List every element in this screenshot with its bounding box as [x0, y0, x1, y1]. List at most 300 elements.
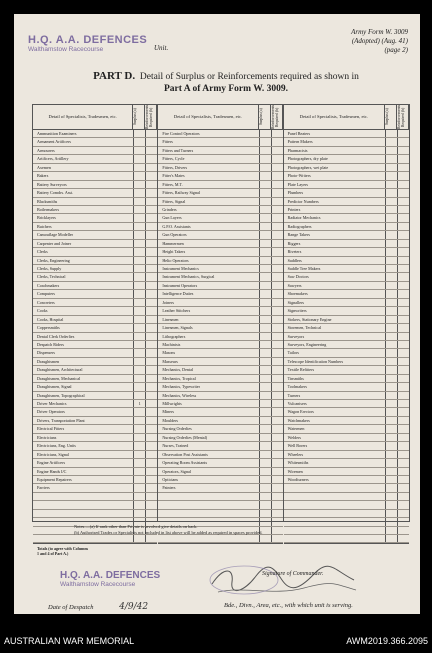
surplus-cell[interactable]	[260, 459, 271, 466]
reinforcements-cell[interactable]	[271, 138, 283, 145]
surplus-cell[interactable]	[386, 425, 397, 432]
surplus-cell[interactable]	[386, 501, 397, 508]
surplus-cell[interactable]	[260, 417, 271, 424]
reinforcements-cell[interactable]	[145, 147, 157, 154]
surplus-cell[interactable]	[134, 189, 145, 196]
surplus-cell[interactable]	[386, 240, 397, 247]
reinforcements-cell[interactable]	[397, 240, 409, 247]
surplus-cell[interactable]	[386, 257, 397, 264]
reinforcements-cell[interactable]	[271, 468, 283, 475]
reinforcements-cell[interactable]	[145, 510, 157, 517]
surplus-cell[interactable]	[260, 273, 271, 280]
reinforcements-cell[interactable]	[271, 493, 283, 500]
surplus-cell[interactable]	[134, 290, 145, 297]
surplus-cell[interactable]	[386, 484, 397, 491]
surplus-cell[interactable]	[386, 181, 397, 188]
surplus-cell[interactable]	[386, 535, 397, 542]
reinforcements-cell[interactable]	[397, 392, 409, 399]
surplus-cell[interactable]	[260, 434, 271, 441]
reinforcements-cell[interactable]	[145, 155, 157, 162]
surplus-cell[interactable]	[260, 223, 271, 230]
surplus-cell[interactable]	[134, 425, 145, 432]
surplus-cell[interactable]	[134, 468, 145, 475]
surplus-cell[interactable]	[134, 535, 145, 542]
surplus-cell[interactable]	[260, 493, 271, 500]
reinforcements-cell[interactable]	[397, 383, 409, 390]
surplus-cell[interactable]	[386, 307, 397, 314]
surplus-cell[interactable]	[260, 130, 271, 137]
surplus-cell[interactable]	[260, 240, 271, 247]
reinforcements-cell[interactable]	[397, 459, 409, 466]
surplus-cell[interactable]	[260, 147, 271, 154]
reinforcements-cell[interactable]	[397, 164, 409, 171]
reinforcements-cell[interactable]	[397, 451, 409, 458]
reinforcements-cell[interactable]	[397, 138, 409, 145]
surplus-cell[interactable]	[260, 214, 271, 221]
surplus-cell[interactable]	[260, 358, 271, 365]
reinforcements-cell[interactable]	[397, 468, 409, 475]
reinforcements-cell[interactable]	[145, 358, 157, 365]
surplus-cell[interactable]	[260, 181, 271, 188]
stamp-line1: H.Q. A.A. DEFENCES	[28, 34, 148, 46]
reinforcements-cell[interactable]	[397, 442, 409, 449]
reinforcements-cell[interactable]	[271, 451, 283, 458]
reinforcements-cell[interactable]	[145, 408, 157, 415]
surplus-cell[interactable]	[260, 138, 271, 145]
blank-cell	[284, 518, 386, 525]
blank-row	[158, 510, 282, 518]
reinforcements-cell[interactable]	[271, 535, 283, 542]
reinforcements-cell[interactable]	[397, 375, 409, 382]
surplus-cell[interactable]	[134, 434, 145, 441]
trade-name: Engine Hands I/C	[33, 468, 134, 475]
reinforcements-cell[interactable]	[397, 172, 409, 179]
surplus-cell[interactable]	[134, 451, 145, 458]
surplus-cell[interactable]	[260, 324, 271, 331]
reinforcements-cell[interactable]	[271, 172, 283, 179]
reinforcements-cell[interactable]	[145, 206, 157, 213]
reinforcements-cell[interactable]	[397, 408, 409, 415]
surplus-cell[interactable]	[260, 535, 271, 542]
reinforcements-cell[interactable]	[145, 400, 157, 407]
surplus-cell[interactable]	[386, 316, 397, 323]
reinforcements-cell[interactable]	[145, 214, 157, 221]
reinforcements-cell[interactable]	[397, 366, 409, 373]
reinforcements-cell[interactable]	[397, 518, 409, 525]
surplus-cell[interactable]	[134, 248, 145, 255]
reinforcements-cell[interactable]	[271, 282, 283, 289]
reinforcements-cell[interactable]	[397, 493, 409, 500]
reinforcements-cell[interactable]	[397, 501, 409, 508]
surplus-cell[interactable]	[134, 408, 145, 415]
reinforcements-cell[interactable]	[271, 273, 283, 280]
surplus-cell[interactable]	[386, 349, 397, 356]
surplus-cell[interactable]	[134, 366, 145, 373]
surplus-cell[interactable]	[386, 282, 397, 289]
surplus-cell[interactable]	[134, 164, 145, 171]
reinforcements-cell[interactable]	[397, 147, 409, 154]
reinforcements-cell[interactable]	[145, 223, 157, 230]
surplus-cell[interactable]	[260, 189, 271, 196]
reinforcements-cell[interactable]	[145, 181, 157, 188]
reinforcements-cell[interactable]	[145, 164, 157, 171]
table-row	[158, 484, 282, 492]
reinforcements-cell[interactable]	[145, 366, 157, 373]
reinforcements-cell[interactable]	[271, 484, 283, 491]
reinforcements-cell[interactable]	[145, 333, 157, 340]
surplus-cell[interactable]	[386, 248, 397, 255]
reinforcements-cell[interactable]	[271, 231, 283, 238]
surplus-cell[interactable]	[260, 257, 271, 264]
surplus-cell[interactable]	[260, 231, 271, 238]
reinforcements-cell[interactable]	[145, 299, 157, 306]
reinforcements-cell[interactable]	[397, 282, 409, 289]
surplus-cell[interactable]	[386, 392, 397, 399]
reinforcements-cell[interactable]	[271, 198, 283, 205]
surplus-cell[interactable]	[260, 510, 271, 517]
surplus-cell[interactable]	[134, 138, 145, 145]
surplus-cell[interactable]	[386, 434, 397, 441]
surplus-cell[interactable]	[134, 484, 145, 491]
surplus-cell[interactable]	[386, 358, 397, 365]
surplus-cell[interactable]	[386, 451, 397, 458]
surplus-cell[interactable]	[386, 324, 397, 331]
surplus-cell[interactable]	[386, 518, 397, 525]
surplus-cell[interactable]	[386, 214, 397, 221]
surplus-cell[interactable]	[134, 147, 145, 154]
reinforcements-cell[interactable]	[271, 189, 283, 196]
reinforcements-cell[interactable]	[271, 155, 283, 162]
reinforcements-cell[interactable]	[271, 425, 283, 432]
reinforcements-cell[interactable]	[271, 324, 283, 331]
reinforcements-cell[interactable]	[397, 189, 409, 196]
reinforcements-cell[interactable]	[397, 349, 409, 356]
reinforcements-cell[interactable]	[145, 265, 157, 272]
surplus-cell[interactable]	[386, 147, 397, 154]
reinforcements-cell[interactable]	[397, 307, 409, 314]
reinforcements-cell[interactable]	[271, 358, 283, 365]
surplus-cell[interactable]	[260, 172, 271, 179]
reinforcements-cell[interactable]	[145, 434, 157, 441]
surplus-cell[interactable]	[260, 164, 271, 171]
surplus-cell[interactable]	[260, 265, 271, 272]
surplus-cell[interactable]	[260, 375, 271, 382]
reinforcements-cell[interactable]	[145, 493, 157, 500]
surplus-cell[interactable]	[386, 155, 397, 162]
surplus-cell[interactable]	[260, 408, 271, 415]
reinforcements-cell[interactable]	[271, 383, 283, 390]
surplus-cell[interactable]	[134, 510, 145, 517]
reinforcements-cell[interactable]	[271, 375, 283, 382]
surplus-cell[interactable]	[134, 282, 145, 289]
reinforcements-cell[interactable]	[271, 459, 283, 466]
surplus-cell[interactable]	[134, 383, 145, 390]
surplus-cell[interactable]	[260, 484, 271, 491]
surplus-cell[interactable]	[386, 383, 397, 390]
surplus-cell[interactable]	[386, 400, 397, 407]
surplus-cell[interactable]	[134, 324, 145, 331]
surplus-cell[interactable]	[260, 155, 271, 162]
reinforcements-cell[interactable]	[397, 273, 409, 280]
surplus-cell[interactable]	[134, 375, 145, 382]
reinforcements-cell[interactable]	[271, 341, 283, 348]
reinforcements-cell[interactable]	[397, 341, 409, 348]
surplus-cell[interactable]	[134, 299, 145, 306]
reinforcements-cell[interactable]	[145, 248, 157, 255]
surplus-cell[interactable]	[134, 172, 145, 179]
surplus-cell[interactable]	[134, 307, 145, 314]
surplus-cell[interactable]	[134, 155, 145, 162]
reinforcements-cell[interactable]	[145, 501, 157, 508]
surplus-cell[interactable]	[386, 198, 397, 205]
surplus-cell[interactable]	[134, 240, 145, 247]
reinforcements-cell[interactable]	[397, 181, 409, 188]
reinforcements-cell[interactable]	[271, 501, 283, 508]
surplus-cell[interactable]	[386, 366, 397, 373]
table-row	[158, 181, 282, 189]
reinforcements-cell[interactable]	[397, 206, 409, 213]
reinforcements-cell[interactable]	[145, 375, 157, 382]
reinforcements-cell[interactable]	[145, 172, 157, 179]
reinforcements-cell[interactable]	[145, 316, 157, 323]
part-d-subtitle: Part A of Army Form W. 3009.	[163, 84, 288, 94]
reinforcements-cell[interactable]	[145, 442, 157, 449]
surplus-cell[interactable]	[386, 265, 397, 272]
reinforcements-cell[interactable]	[397, 510, 409, 517]
reinforcements-cell[interactable]	[397, 223, 409, 230]
surplus-cell[interactable]	[134, 333, 145, 340]
reinforcements-cell[interactable]	[145, 349, 157, 356]
reinforcements-cell[interactable]	[145, 425, 157, 432]
reinforcements-cell[interactable]	[397, 198, 409, 205]
surplus-cell[interactable]	[260, 333, 271, 340]
reinforcements-cell[interactable]	[271, 417, 283, 424]
surplus-cell[interactable]	[386, 172, 397, 179]
surplus-cell[interactable]	[260, 299, 271, 306]
reinforcements-cell[interactable]	[397, 290, 409, 297]
reinforcements-cell[interactable]	[271, 527, 283, 534]
reinforcements-cell[interactable]	[271, 248, 283, 255]
surplus-cell[interactable]	[134, 358, 145, 365]
surplus-cell[interactable]	[260, 425, 271, 432]
reinforcements-cell[interactable]	[145, 324, 157, 331]
reinforcements-cell[interactable]	[397, 257, 409, 264]
reinforcements-cell[interactable]	[145, 476, 157, 483]
reinforcements-cell[interactable]	[271, 400, 283, 407]
reinforcements-cell[interactable]	[271, 265, 283, 272]
trade-name: Saddlers	[284, 257, 386, 264]
table-row	[33, 400, 157, 408]
reinforcements-cell[interactable]	[145, 451, 157, 458]
surplus-cell[interactable]	[260, 392, 271, 399]
reinforcements-cell[interactable]	[397, 425, 409, 432]
surplus-cell[interactable]	[134, 417, 145, 424]
reinforcements-cell[interactable]	[397, 155, 409, 162]
surplus-cell[interactable]	[260, 501, 271, 508]
reinforcements-cell[interactable]	[397, 265, 409, 272]
surplus-cell[interactable]	[386, 223, 397, 230]
reinforcements-cell[interactable]	[271, 130, 283, 137]
reinforcements-cell[interactable]	[271, 349, 283, 356]
surplus-cell[interactable]	[386, 164, 397, 171]
reinforcements-cell[interactable]	[397, 324, 409, 331]
surplus-cell[interactable]	[134, 493, 145, 500]
surplus-cell[interactable]	[134, 257, 145, 264]
surplus-cell[interactable]	[260, 290, 271, 297]
surplus-cell[interactable]	[386, 527, 397, 534]
surplus-cell[interactable]	[260, 316, 271, 323]
reinforcements-cell[interactable]	[145, 468, 157, 475]
reinforcements-cell[interactable]	[397, 417, 409, 424]
reinforcements-cell[interactable]	[271, 206, 283, 213]
reinforcements-cell[interactable]	[397, 476, 409, 483]
surplus-cell[interactable]	[134, 223, 145, 230]
reinforcements-cell[interactable]	[271, 299, 283, 306]
surplus-cell[interactable]	[386, 189, 397, 196]
reinforcements-cell[interactable]	[271, 240, 283, 247]
reinforcements-cell[interactable]	[397, 535, 409, 542]
surplus-cell[interactable]	[134, 442, 145, 449]
reinforcements-cell[interactable]	[271, 442, 283, 449]
surplus-cell[interactable]	[134, 265, 145, 272]
reinforcements-cell[interactable]	[397, 400, 409, 407]
surplus-cell[interactable]	[386, 442, 397, 449]
reinforcements-cell[interactable]	[145, 130, 157, 137]
reinforcements-cell[interactable]	[145, 484, 157, 491]
reinforcements-cell[interactable]	[397, 358, 409, 365]
surplus-cell[interactable]	[260, 282, 271, 289]
reinforcements-cell[interactable]	[145, 273, 157, 280]
trade-name: Sawyers	[284, 282, 386, 289]
reinforcements-cell[interactable]	[397, 214, 409, 221]
reinforcements-cell[interactable]	[271, 392, 283, 399]
reinforcements-cell[interactable]	[397, 316, 409, 323]
reinforcements-cell[interactable]	[145, 341, 157, 348]
reinforcements-cell[interactable]	[271, 434, 283, 441]
surplus-cell[interactable]	[386, 273, 397, 280]
surplus-cell[interactable]	[386, 459, 397, 466]
reinforcements-cell[interactable]	[271, 164, 283, 171]
surplus-cell[interactable]	[386, 468, 397, 475]
reinforcements-cell[interactable]	[397, 248, 409, 255]
surplus-cell[interactable]	[386, 206, 397, 213]
surplus-cell[interactable]	[134, 476, 145, 483]
surplus-cell[interactable]	[134, 316, 145, 323]
reinforcements-cell[interactable]	[271, 366, 283, 373]
reinforcements-cell[interactable]	[271, 510, 283, 517]
reinforcements-cell[interactable]	[271, 181, 283, 188]
reinforcements-cell[interactable]	[271, 147, 283, 154]
reinforcements-cell[interactable]	[145, 240, 157, 247]
reinforcements-cell[interactable]	[145, 417, 157, 424]
reinforcements-cell[interactable]	[397, 434, 409, 441]
reinforcements-cell[interactable]	[271, 408, 283, 415]
reinforcements-cell[interactable]	[145, 392, 157, 399]
reinforcements-cell[interactable]	[397, 299, 409, 306]
reinforcements-cell[interactable]	[145, 383, 157, 390]
surplus-cell[interactable]	[134, 392, 145, 399]
reinforcements-cell[interactable]	[145, 198, 157, 205]
surplus-cell[interactable]	[134, 341, 145, 348]
surplus-cell[interactable]	[260, 248, 271, 255]
reinforcements-cell[interactable]	[145, 282, 157, 289]
reinforcements-cell[interactable]	[397, 333, 409, 340]
surplus-cell[interactable]	[260, 206, 271, 213]
reinforcements-cell[interactable]	[145, 189, 157, 196]
reinforcements-cell[interactable]	[397, 527, 409, 534]
surplus-cell[interactable]	[386, 299, 397, 306]
surplus-cell[interactable]	[260, 383, 271, 390]
surplus-cell[interactable]	[260, 366, 271, 373]
surplus-cell[interactable]	[386, 130, 397, 137]
surplus-cell[interactable]	[386, 333, 397, 340]
surplus-cell[interactable]	[386, 231, 397, 238]
blank-row	[284, 493, 409, 501]
reinforcements-cell[interactable]	[145, 257, 157, 264]
surplus-cell[interactable]	[386, 493, 397, 500]
reinforcements-cell[interactable]	[271, 316, 283, 323]
surplus-cell[interactable]	[386, 290, 397, 297]
reinforcements-cell[interactable]	[145, 307, 157, 314]
surplus-cell[interactable]	[386, 476, 397, 483]
surplus-cell[interactable]	[134, 273, 145, 280]
reinforcements-cell[interactable]	[271, 333, 283, 340]
surplus-cell[interactable]	[260, 451, 271, 458]
surplus-cell[interactable]	[260, 442, 271, 449]
surplus-cell[interactable]	[134, 181, 145, 188]
reinforcements-cell[interactable]	[271, 290, 283, 297]
reinforcements-cell[interactable]	[145, 535, 157, 542]
surplus-cell[interactable]	[386, 375, 397, 382]
reinforcements-cell[interactable]	[271, 223, 283, 230]
surplus-cell[interactable]	[260, 198, 271, 205]
surplus-cell[interactable]	[134, 206, 145, 213]
surplus-cell[interactable]	[386, 408, 397, 415]
surplus-cell[interactable]	[260, 476, 271, 483]
surplus-cell[interactable]	[134, 349, 145, 356]
surplus-cell[interactable]	[386, 341, 397, 348]
surplus-cell[interactable]	[134, 198, 145, 205]
surplus-cell[interactable]	[260, 400, 271, 407]
surplus-cell[interactable]	[134, 231, 145, 238]
table-row	[158, 383, 282, 391]
reinforcements-cell[interactable]	[145, 231, 157, 238]
reinforcements-cell[interactable]	[271, 307, 283, 314]
surplus-cell[interactable]	[260, 468, 271, 475]
reinforcements-cell[interactable]	[397, 231, 409, 238]
surplus-cell[interactable]	[260, 307, 271, 314]
surplus-cell[interactable]	[386, 138, 397, 145]
reinforcements-cell[interactable]	[145, 290, 157, 297]
reinforcements-cell[interactable]	[271, 518, 283, 525]
reinforcements-cell[interactable]	[271, 257, 283, 264]
surplus-cell[interactable]	[134, 214, 145, 221]
surplus-cell[interactable]	[134, 130, 145, 137]
reinforcements-cell[interactable]	[271, 214, 283, 221]
surplus-cell[interactable]	[386, 510, 397, 517]
reinforcements-cell[interactable]	[145, 138, 157, 145]
reinforcements-cell[interactable]	[145, 459, 157, 466]
surplus-cell[interactable]	[134, 459, 145, 466]
surplus-cell[interactable]	[260, 349, 271, 356]
surplus-cell[interactable]	[260, 341, 271, 348]
reinforcements-cell[interactable]	[397, 484, 409, 491]
surplus-cell[interactable]	[134, 501, 145, 508]
surplus-cell[interactable]: 1	[138, 401, 141, 406]
surplus-cell[interactable]	[386, 417, 397, 424]
reinforcements-cell[interactable]	[397, 130, 409, 137]
reinforcements-cell[interactable]	[271, 476, 283, 483]
